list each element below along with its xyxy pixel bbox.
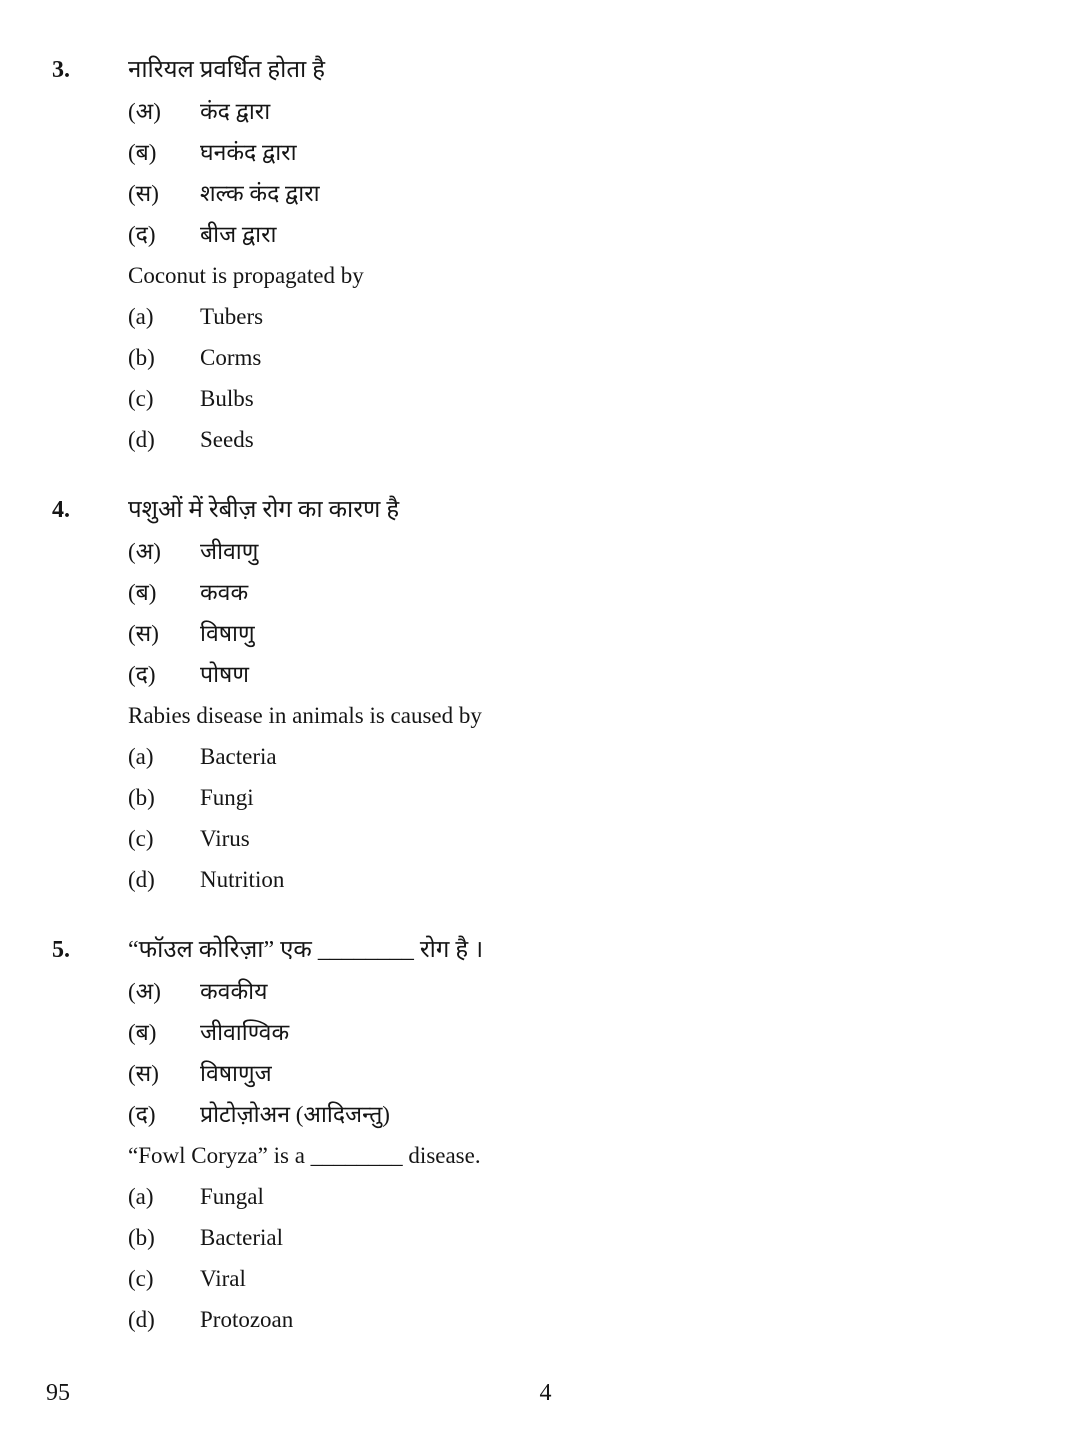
option-row-hindi (52, 173, 1031, 214)
option-text: Virus (200, 826, 250, 851)
option-text: Fungi (200, 785, 254, 810)
option-row-hindi (52, 214, 1031, 255)
question-head-hindi (52, 490, 1031, 531)
option-text: जीवाण्विक (200, 1020, 290, 1045)
option-row-english (52, 777, 1031, 818)
question-number: 4. (52, 497, 70, 523)
option-row-hindi (52, 572, 1031, 613)
option-text: जीवाणु (200, 539, 259, 564)
question-block (52, 50, 1031, 460)
option-row-english (52, 859, 1031, 900)
option-row-hindi (52, 613, 1031, 654)
option-row-hindi (52, 1012, 1031, 1053)
option-row-english (52, 736, 1031, 777)
option-text: घनकंद द्वारा (200, 140, 297, 165)
option-label: (ब) (128, 140, 157, 165)
option-text: शल्क कंद द्वारा (200, 181, 320, 206)
option-text: Protozoan (200, 1307, 294, 1332)
page-number: 4 (539, 1380, 552, 1406)
option-text: कंद द्वारा (200, 99, 271, 124)
option-text: प्रोटोज़ोअन (आदिजन्तु) (200, 1102, 390, 1127)
option-label: (ब) (128, 580, 157, 605)
option-row-english (52, 1258, 1031, 1299)
question-text-english: Coconut is propagated by (128, 263, 364, 288)
question-number: 5. (52, 937, 70, 963)
option-label: (b) (128, 785, 155, 810)
question-text-hindi: नारियल प्रवर्धित होता है (128, 57, 326, 83)
option-text: Bacteria (200, 744, 277, 769)
question-head-hindi (52, 50, 1031, 91)
option-row-english (52, 378, 1031, 419)
option-row-hindi (52, 531, 1031, 572)
option-label: (द) (128, 1102, 156, 1127)
question-head-english (52, 695, 1031, 736)
option-text: कवक (200, 580, 249, 605)
question-head-english (52, 255, 1031, 296)
question-head-hindi (52, 930, 1031, 971)
question-text-english: Rabies disease in animals is caused by (128, 703, 482, 728)
option-label: (अ) (128, 99, 161, 124)
option-row-english (52, 1299, 1031, 1340)
option-row-english (52, 1176, 1031, 1217)
option-text: Viral (200, 1266, 246, 1291)
question-text-hindi: “फॉउल कोरिज़ा” एक ________ रोग है । (128, 937, 484, 963)
option-text: विषाणुज (200, 1061, 272, 1086)
option-row-english (52, 296, 1031, 337)
option-text: Fungal (200, 1184, 264, 1209)
option-label: (a) (128, 744, 154, 769)
option-label: (a) (128, 1184, 154, 1209)
option-label: (अ) (128, 539, 161, 564)
option-text: Corms (200, 345, 262, 370)
option-label: (द) (128, 662, 156, 687)
option-row-english (52, 1217, 1031, 1258)
option-text: बीज द्वारा (200, 222, 277, 247)
option-label: (स) (128, 1061, 159, 1086)
option-row-english (52, 337, 1031, 378)
option-label: (c) (128, 1266, 154, 1291)
option-label: (b) (128, 345, 155, 370)
option-row-hindi (52, 971, 1031, 1012)
option-row-hindi (52, 1053, 1031, 1094)
option-label: (स) (128, 181, 159, 206)
option-label: (ब) (128, 1020, 157, 1045)
option-text: Nutrition (200, 867, 285, 892)
option-label: (c) (128, 826, 154, 851)
option-text: Bulbs (200, 386, 254, 411)
option-row-hindi (52, 132, 1031, 173)
question-text-english: “Fowl Coryza” is a ________ disease. (128, 1143, 481, 1168)
option-text: Seeds (200, 427, 254, 452)
option-label: (d) (128, 867, 155, 892)
option-text: पोषण (200, 662, 249, 687)
option-label: (b) (128, 1225, 155, 1250)
question-number: 3. (52, 57, 70, 83)
question-block (52, 490, 1031, 900)
option-row-hindi (52, 654, 1031, 695)
option-label: (द) (128, 222, 156, 247)
option-text: विषाणु (200, 621, 255, 646)
option-row-english (52, 419, 1031, 460)
paper-code: 95 (46, 1380, 70, 1406)
option-label: (अ) (128, 979, 161, 1004)
option-label: (d) (128, 427, 155, 452)
option-row-english (52, 818, 1031, 859)
option-text: कवकीय (200, 979, 268, 1004)
option-label: (d) (128, 1307, 155, 1332)
option-text: Bacterial (200, 1225, 284, 1250)
option-label: (c) (128, 386, 154, 411)
option-label: (स) (128, 621, 159, 646)
option-row-hindi (52, 91, 1031, 132)
option-text: Tubers (200, 304, 264, 329)
option-row-hindi (52, 1094, 1031, 1135)
question-head-english (52, 1135, 1031, 1176)
option-label: (a) (128, 304, 154, 329)
question-block (52, 930, 1031, 1340)
question-text-hindi: पशुओं में रेबीज़ रोग का कारण है (128, 497, 400, 523)
